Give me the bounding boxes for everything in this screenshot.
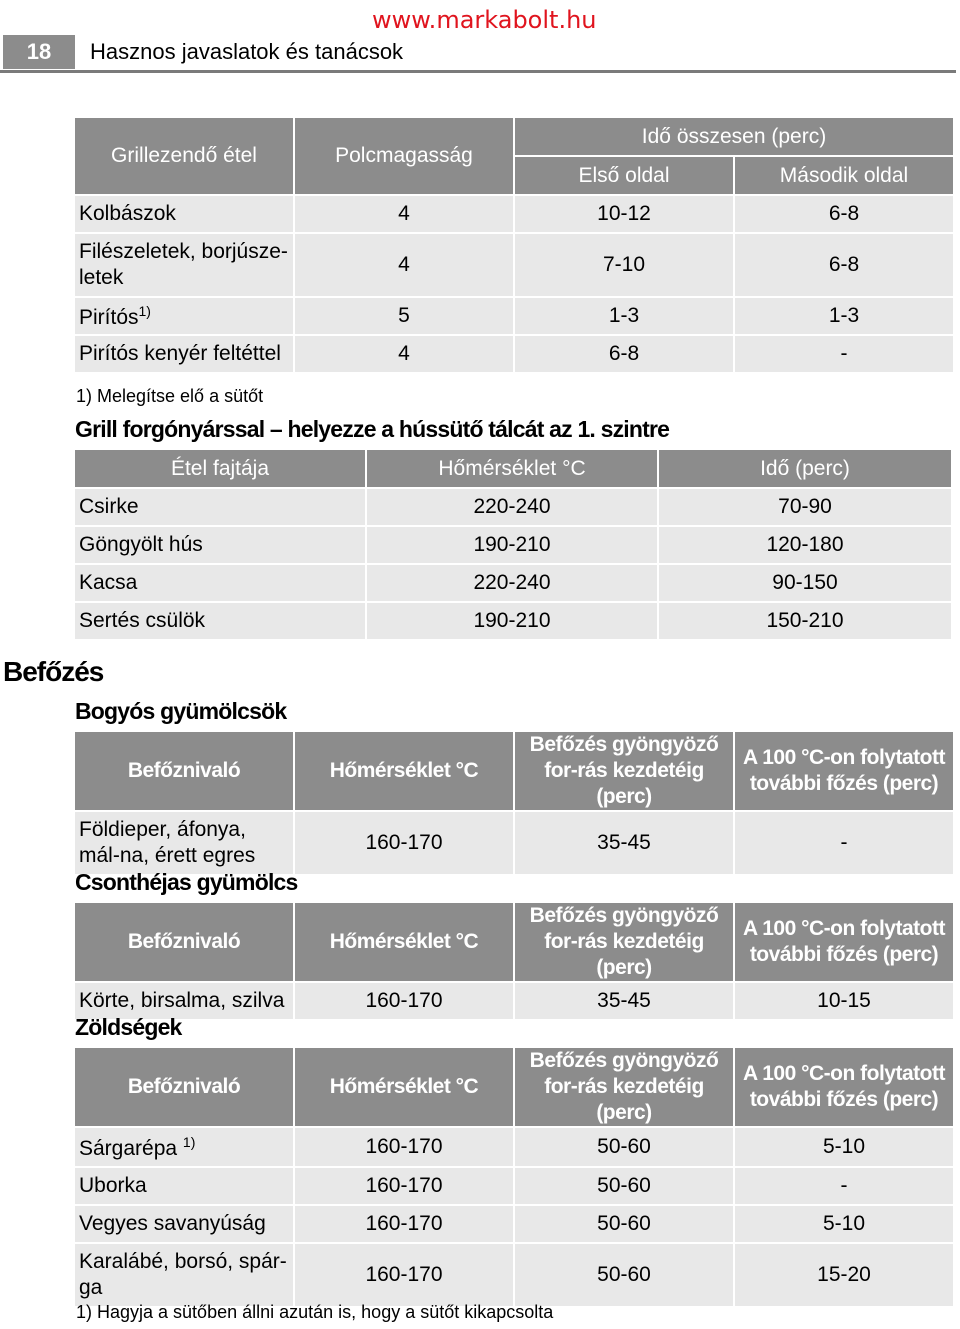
shelf-cell: 5	[295, 298, 513, 334]
table-row	[75, 603, 951, 639]
continued-cell: -	[735, 1168, 953, 1204]
temp-cell: 220-240	[367, 489, 657, 525]
first-side-cell: 7-10	[515, 234, 733, 296]
shelf-cell: 4	[295, 196, 513, 232]
second-side-cell: -	[735, 336, 953, 372]
temp-cell: 190-210	[367, 603, 657, 639]
table-row	[75, 1244, 953, 1306]
time-cell: 70-90	[659, 489, 951, 525]
item-cell	[75, 1128, 293, 1166]
rotisserie-title: Grill forgónyárssal – helyezze a hússütő tálcát az 1. szintre	[75, 416, 670, 442]
section-title-preserving: Befőzés	[3, 656, 104, 687]
table-row	[75, 336, 953, 372]
type-cell: Kacsa	[75, 565, 365, 601]
vegetables-footnote: 1) Hagyja a sütőben állni azután is, hogy a sütőt kikapcsolta	[76, 1302, 554, 1322]
item-cell: Karalábé, borsó, spár-ga	[75, 1244, 293, 1306]
boil-cell: 35-45	[515, 983, 733, 1019]
temp-cell: 160-170	[295, 1206, 513, 1242]
item-cell: Földieper, áfonya, mál-na, érett egres	[75, 812, 293, 874]
first-side-cell: 1-3	[515, 298, 733, 334]
grill-footnote: 1) Melegítse elő a sütőt	[76, 386, 264, 406]
temp-cell: 160-170	[295, 983, 513, 1019]
food-name: Pirítós	[79, 305, 139, 329]
col-header-temp: Hőmérséklet °C	[367, 450, 657, 487]
temp-cell: 190-210	[367, 527, 657, 563]
col-header-item: Befőznivaló	[75, 1048, 293, 1126]
col-header-continued: A 100 °C-on folytatott további főzés (perc)	[735, 903, 953, 981]
berries-title: Bogyós gyümölcsök	[75, 698, 287, 724]
food-cell: Pirítós kenyér feltéttel	[75, 336, 293, 372]
second-side-cell: 1-3	[735, 298, 953, 334]
col-header-temp: Hőmérséklet °C	[295, 903, 513, 981]
food-cell	[75, 298, 293, 334]
page-title: Hasznos javaslatok és tanácsok	[90, 39, 404, 64]
temp-cell: 160-170	[295, 1244, 513, 1306]
type-cell: Csirke	[75, 489, 365, 525]
temp-cell: 160-170	[295, 1128, 513, 1166]
page-number: 18	[3, 35, 75, 69]
boil-cell: 35-45	[515, 812, 733, 874]
shelf-cell: 4	[295, 234, 513, 296]
second-side-cell: 6-8	[735, 196, 953, 232]
col-header-boil: Befőzés gyöngyöző for-rás kezdetéig (perc)	[515, 732, 733, 810]
temp-cell: 160-170	[295, 812, 513, 874]
footnote-marker: 1)	[182, 1133, 196, 1150]
col-header-temp: Hőmérséklet °C	[295, 1048, 513, 1126]
berries-table	[73, 730, 955, 876]
col-header-item: Befőznivaló	[75, 903, 293, 981]
header-divider	[0, 70, 956, 73]
type-cell: Sertés csülök	[75, 603, 365, 639]
col-header-temp: Hőmérséklet °C	[295, 732, 513, 810]
item-cell: Körte, birsalma, szilva	[75, 983, 293, 1019]
shelf-cell: 4	[295, 336, 513, 372]
time-cell: 150-210	[659, 603, 951, 639]
watermark-link: www.markabolt.hu	[372, 6, 597, 34]
table-row	[75, 1128, 953, 1166]
item-name: Sárgarépa	[79, 1136, 178, 1160]
col-header-second-side: Második oldal	[735, 157, 953, 194]
col-header-boil: Befőzés gyöngyöző for-rás kezdetéig (perc)	[515, 903, 733, 981]
time-cell: 120-180	[659, 527, 951, 563]
boil-cell: 50-60	[515, 1168, 733, 1204]
continued-cell: 5-10	[735, 1206, 953, 1242]
col-header-shelf: Polcmagasság	[295, 118, 513, 194]
first-side-cell: 6-8	[515, 336, 733, 372]
rotisserie-table	[73, 448, 953, 641]
col-header-continued: A 100 °C-on folytatott további főzés (perc)	[735, 732, 953, 810]
footnote-marker: 1)	[138, 302, 151, 319]
boil-cell: 50-60	[515, 1128, 733, 1166]
second-side-cell: 6-8	[735, 234, 953, 296]
first-side-cell: 10-12	[515, 196, 733, 232]
table-row	[75, 565, 951, 601]
continued-cell: 10-15	[735, 983, 953, 1019]
stone-fruit-title: Csonthéjas gyümölcs	[75, 869, 298, 895]
item-cell: Uborka	[75, 1168, 293, 1204]
vegetables-title: Zöldségek	[75, 1014, 182, 1040]
continued-cell: 5-10	[735, 1128, 953, 1166]
col-header-food: Grillezendő étel	[75, 118, 293, 194]
continued-cell: 15-20	[735, 1244, 953, 1306]
grill-table	[73, 116, 955, 374]
table-row	[75, 1206, 953, 1242]
col-header-first-side: Első oldal	[515, 157, 733, 194]
stone-fruit-table	[73, 901, 955, 1021]
col-header-type: Étel fajtája	[75, 450, 365, 487]
vegetables-table	[73, 1046, 955, 1308]
col-header-boil: Befőzés gyöngyöző for-rás kezdetéig (perc)	[515, 1048, 733, 1126]
continued-cell: -	[735, 812, 953, 874]
type-cell: Göngyölt hús	[75, 527, 365, 563]
temp-cell: 160-170	[295, 1168, 513, 1204]
food-cell: Filészeletek, borjúsze-letek	[75, 234, 293, 296]
table-row	[75, 298, 953, 334]
col-header-time: Idő (perc)	[659, 450, 951, 487]
col-header-continued: A 100 °C-on folytatott további főzés (perc)	[735, 1048, 953, 1126]
col-header-item: Befőznivaló	[75, 732, 293, 810]
boil-cell: 50-60	[515, 1244, 733, 1306]
table-row	[75, 489, 951, 525]
time-cell: 90-150	[659, 565, 951, 601]
table-row	[75, 527, 951, 563]
col-header-time-total: Idő összesen (perc)	[515, 118, 953, 155]
temp-cell: 220-240	[367, 565, 657, 601]
food-cell: Kolbászok	[75, 196, 293, 232]
table-row	[75, 1168, 953, 1204]
boil-cell: 50-60	[515, 1206, 733, 1242]
table-row	[75, 234, 953, 296]
table-row	[75, 983, 953, 1019]
table-row	[75, 812, 953, 874]
table-row	[75, 196, 953, 232]
item-cell: Vegyes savanyúság	[75, 1206, 293, 1242]
